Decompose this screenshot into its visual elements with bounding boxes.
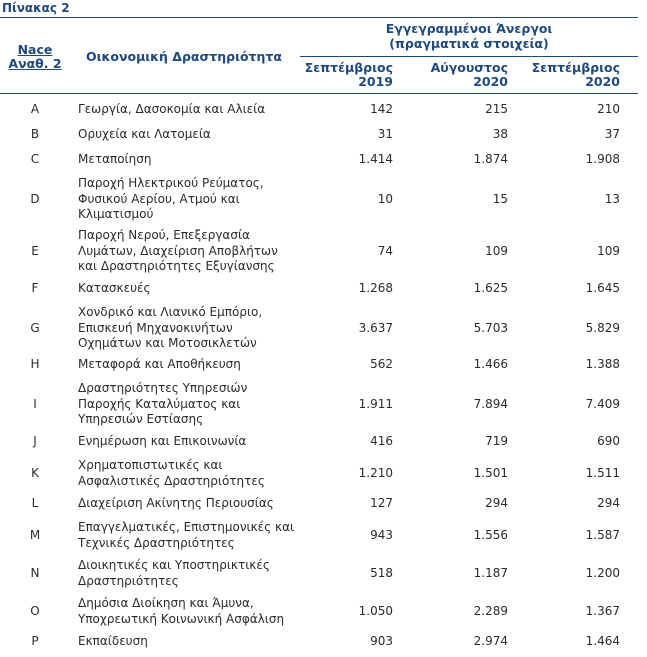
table-row [0,634,647,650]
table-row [0,176,647,223]
row-activity-line: Παροχή Νερού, Επεξεργασία [78,228,250,242]
value-sep2020: 1.388 [585,357,620,372]
value-sep2019: 31 [377,127,393,142]
header-nace-line2: Αναθ. 2 [8,56,62,71]
row-activity-line: Επαγγελματικές, Επιστημονικές και [78,520,295,534]
header-col2-line2: 2020 [473,74,508,89]
row-code: L [31,496,39,511]
value-sep2020: 294 [597,496,620,511]
value-sep2019: 1.268 [358,281,393,296]
row-activity [78,305,296,352]
row-activity [78,596,296,627]
value-sep2019: 142 [370,102,393,117]
row-code: D [30,191,40,206]
header-col3-line1: Σεπτέμβριος [531,60,620,75]
row-activity [78,102,296,118]
header-activity: Οικονομική Δραστηριότητα [86,49,282,64]
header-nace [0,43,70,71]
header-group-line2: (πραγματικά στοιχεία) [389,36,549,51]
value-aug2020: 294 [485,496,508,511]
value-sep2020: 210 [597,102,620,117]
row-code: G [30,320,40,335]
value-sep2020: 1.511 [585,466,620,480]
value-aug2020: 2.289 [473,604,508,618]
row-code: B [30,127,40,142]
value-sep2019: 1.050 [358,604,393,618]
value-sep2020: 13 [604,191,620,206]
row-activity-line: Δραστηριότητες [78,573,179,588]
value-aug2020: 15 [492,191,508,206]
row-activity [78,357,296,373]
row-code: P [31,634,39,649]
value-sep2019: 416 [370,434,393,449]
header-nace-line1: Nace [17,42,53,57]
value-sep2019: 127 [370,496,393,511]
header-group-line1: Εγγεγραμμένοι Άνεργοι [385,21,553,36]
row-code: O [30,604,40,618]
value-aug2020: 1.556 [473,528,508,542]
value-sep2019: 518 [370,566,393,580]
table-row [0,558,647,589]
row-code: H [30,357,40,372]
row-code: I [33,396,37,411]
header-col-aug2020 [416,61,508,89]
row-activity-line: και Δραστηριότητες Εξυγίανσης [78,259,275,273]
table-row [0,281,647,297]
row-activity-line: Δημόσια Διοίκηση και Άμυνα, [78,596,254,610]
value-sep2020: 109 [597,243,620,258]
value-aug2020: 38 [492,127,508,142]
value-aug2020: 109 [485,243,508,258]
value-sep2019: 903 [370,634,393,649]
row-activity-line: Υποχρεωτική Κοινωνική Ασφάλιση [78,611,285,626]
header-col1-line2: 2019 [358,74,393,89]
value-aug2020: 1.501 [473,466,508,480]
row-activity-line: Υπηρεσιών Εστίασης [78,412,204,426]
row-activity-line: Φυσικού Αερίου, Ατμού και [78,191,240,206]
row-activity [78,152,296,168]
table-row [0,152,647,168]
row-activity-line: Γεωργία, Δασοκομία και Αλιεία [78,102,266,116]
value-sep2019: 74 [377,243,393,258]
value-sep2020: 690 [597,434,620,449]
value-sep2020: 1.367 [585,604,620,618]
row-code: E [31,243,39,258]
row-activity-line: Ασφαλιστικές Δραστηριότητες [78,473,265,488]
row-activity [78,520,296,551]
row-activity [78,228,296,275]
row-activity-line: Οχημάτων και Μοτοσικλετών [78,336,257,350]
header-col2-line1: Αύγουστος [430,60,508,75]
header-sub-rule [300,56,638,57]
row-activity-line: Ενημέρωση και Επικοινωνία [78,434,247,448]
value-aug2020: 1.625 [473,281,508,296]
value-sep2020: 37 [604,127,620,142]
value-sep2020: 7.409 [585,396,620,411]
row-activity-line: Επισκευή Μηχανοκινήτων [78,320,233,335]
table-row [0,381,647,428]
value-aug2020: 5.703 [473,320,508,335]
row-activity-line: Χονδρικό και Λιανικό Εμπόριο, [78,305,263,319]
table-row [0,305,647,352]
value-aug2020: 1.187 [473,566,508,580]
row-activity [78,634,296,650]
table-row [0,520,647,551]
value-sep2020: 1.908 [585,152,620,167]
row-activity-line: Δραστηριότητες Υπηρεσιών [78,381,248,395]
row-activity [78,434,296,450]
row-activity [78,458,296,489]
row-activity-line: Λυμάτων, Διαχείριση Αποβλήτων [78,243,278,258]
row-activity-line: Παροχής Καταλύματος και [78,396,241,411]
header-col-sep2020 [528,61,620,89]
row-code: F [31,281,39,296]
top-rule [0,17,638,18]
row-activity-line: Εκπαίδευση [78,634,148,648]
header-group [300,21,638,51]
value-sep2019: 3.637 [358,320,393,335]
row-activity-line: Παροχή Ηλεκτρικού Ρεύματος, [78,176,264,190]
row-activity-line: Τεχνικές Δραστηριότητες [78,535,235,550]
table-row [0,102,647,118]
row-code: J [33,434,37,449]
row-activity [78,558,296,589]
table-row [0,357,647,373]
row-activity [78,381,296,428]
value-aug2020: 215 [485,102,508,117]
table-title: Πίνακας 2 [2,1,70,15]
value-sep2019: 562 [370,357,393,372]
value-aug2020: 1.874 [473,152,508,167]
row-activity-line: Χρηματοπιστωτικές και [78,458,223,472]
table-row [0,434,647,450]
row-activity [78,127,296,143]
row-code: M [29,528,41,542]
row-code: K [31,466,39,480]
value-sep2020: 5.829 [585,320,620,335]
row-code: C [30,152,40,167]
value-aug2020: 1.466 [473,357,508,372]
value-sep2019: 943 [370,528,393,542]
table-row [0,496,647,512]
row-activity-line: Κλιματισμού [78,207,154,221]
value-sep2020: 1.587 [585,528,620,542]
table-row [0,127,647,143]
value-sep2019: 1.414 [358,152,393,167]
value-sep2019: 10 [377,191,393,206]
value-aug2020: 7.894 [473,396,508,411]
table-row [0,228,647,275]
value-sep2019: 1.210 [358,466,393,480]
row-activity-line: Μεταφορά και Αποθήκευση [78,357,241,371]
row-activity-line: Διαχείριση Ακίνητης Περιουσίας [78,496,274,510]
table-row [0,596,647,627]
value-aug2020: 2.974 [473,634,508,649]
row-activity-line: Μεταποίηση [78,152,152,166]
row-activity [78,281,296,297]
value-sep2020: 1.200 [585,566,620,580]
header-bottom-rule [0,93,638,94]
row-activity [78,176,296,223]
value-aug2020: 719 [485,434,508,449]
row-activity-line: Διοικητικές και Υποστηρικτικές [78,558,270,572]
header-col3-line2: 2020 [585,74,620,89]
row-code: A [30,102,40,117]
row-code: N [30,566,40,580]
value-sep2020: 1.464 [585,634,620,649]
row-activity-line: Ορυχεία και Λατομεία [78,127,211,141]
row-activity [78,496,296,512]
header-col-sep2019 [301,61,393,89]
header-col1-line1: Σεπτέμβριος [304,60,393,75]
value-sep2020: 1.645 [585,281,620,296]
table-row [0,458,647,489]
value-sep2019: 1.911 [358,396,393,411]
row-activity-line: Κατασκευές [78,281,151,295]
